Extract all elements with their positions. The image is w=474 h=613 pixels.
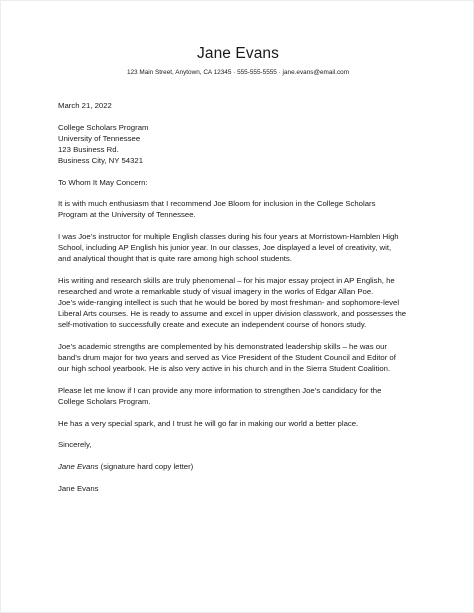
typed-name: Jane Evans xyxy=(58,483,99,493)
paragraph-line: and analytical thought that is quite rare among high school students. xyxy=(58,254,292,264)
body-paragraph-2 xyxy=(58,231,423,264)
sender-name: Jane Evans xyxy=(197,45,279,62)
paragraph-line: I was Joe’s instructor for multiple English classes during his four years at Morristown-Hamblen High xyxy=(58,232,399,242)
body-paragraph-1 xyxy=(58,198,423,220)
closing: Sincerely, xyxy=(58,440,92,450)
recipient-line: College Scholars Program xyxy=(58,122,149,132)
paragraph-line: It is with much enthusiasm that I recommend Joe Bloom for inclusion in the College Scholars xyxy=(58,199,376,209)
paragraph-line: Joe’s wide-ranging intellect is such that he would be bored by most freshman- and sophomore-level xyxy=(58,298,400,308)
signature-name: Jane Evans xyxy=(58,462,99,472)
paragraph-line: band’s drum major for two years and served as Vice President of the Student Council and Editor of xyxy=(58,353,396,363)
body-paragraph-5 xyxy=(58,385,423,407)
letter-body xyxy=(58,100,423,504)
signature-note: (signature hard copy letter) xyxy=(98,462,194,472)
paragraph-line: School, including AP English his junior year. In our classes, Joe displayed a level of creativity, wit, xyxy=(58,243,392,253)
paragraph-line: self-motivation to successfully create and execute an independent course of honors study. xyxy=(58,320,367,330)
body-paragraph-6 xyxy=(58,418,423,429)
paragraph-line: Please let me know if I can provide any more information to strengthen Joe’s candidacy for the xyxy=(58,385,382,395)
paragraph-line: College Scholars Program. xyxy=(58,397,151,407)
body-paragraph-4 xyxy=(58,341,423,374)
recipient-address xyxy=(58,122,423,166)
signature-line xyxy=(58,461,423,472)
paragraph-line: His writing and research skills are truly phenomenal – for his major essay project in AP English, he xyxy=(58,276,395,285)
paragraph-line: Liberal Arts courses. He is ready to assume and excel in upper division classwork, and possesses the xyxy=(58,309,407,319)
paragraph-line: Joe’s academic strengths are complemented by his demonstrated leadership skills – he was our xyxy=(58,342,387,352)
letterhead xyxy=(1,45,474,77)
recipient-line: Business City, NY 54321 xyxy=(58,155,144,165)
salutation: To Whom It May Concern: xyxy=(58,177,148,187)
paragraph-line: our high school yearbook. He is also very active in his church and in the Sierra Student Coalition. xyxy=(58,364,391,374)
recipient-line: 123 Business Rd. xyxy=(58,144,119,154)
paragraph-line: He has a very special spark, and I trust he will go far in making our world a better place. xyxy=(58,418,359,428)
paragraph-line: researched and wrote a remarkable study of visual imagery in the works of Edgar Allan Poe. xyxy=(58,287,374,297)
letter-date: March 21, 2022 xyxy=(58,101,112,110)
paragraph-line: Program at the University of Tennessee. xyxy=(58,210,196,220)
recipient-line: University of Tennessee xyxy=(58,133,141,143)
body-paragraph-3 xyxy=(58,275,423,330)
sender-contact-line: 123 Main Street, Anytown, CA 12345 · 555-555-5555 · jane.evans@email.com xyxy=(126,69,350,76)
